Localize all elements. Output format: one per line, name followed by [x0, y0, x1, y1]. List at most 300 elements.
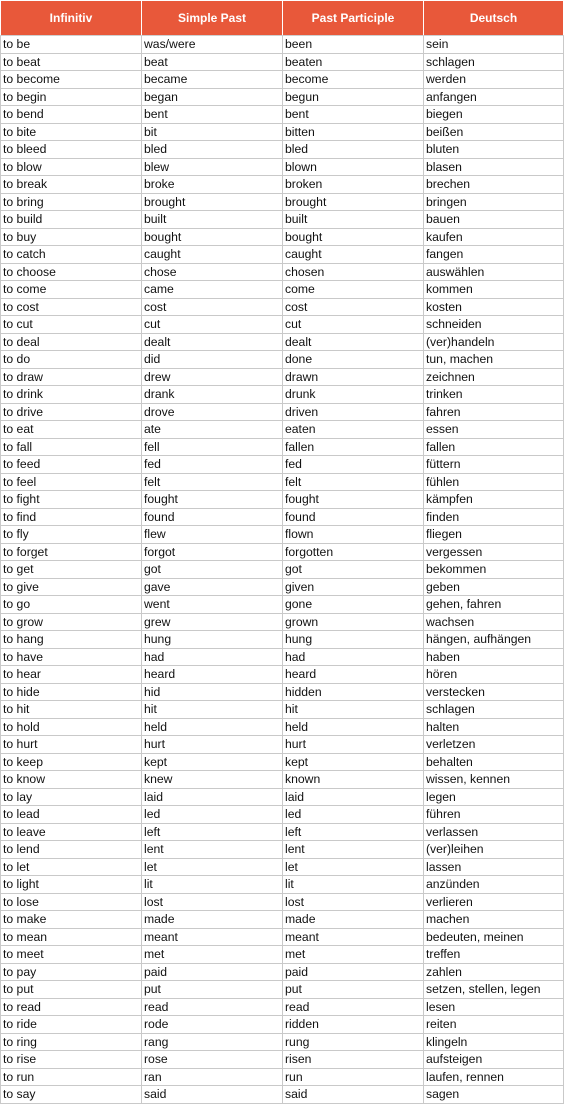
- german-cell: fliegen: [424, 526, 564, 544]
- column-header-infinitive: Infinitiv: [1, 1, 142, 36]
- german-cell: verstecken: [424, 683, 564, 701]
- table-row: [1, 1086, 564, 1104]
- table-row: [1, 946, 564, 964]
- simple-past-cell: blew: [142, 158, 283, 176]
- past-participle-cell: brought: [283, 193, 424, 211]
- past-participle-cell: found: [283, 508, 424, 526]
- infinitive-cell: to buy: [1, 228, 142, 246]
- german-cell: blasen: [424, 158, 564, 176]
- german-cell: kaufen: [424, 228, 564, 246]
- infinitive-cell: to beat: [1, 53, 142, 71]
- simple-past-cell: ran: [142, 1068, 283, 1086]
- infinitive-cell: to grow: [1, 613, 142, 631]
- german-cell: haben: [424, 648, 564, 666]
- infinitive-cell: to draw: [1, 368, 142, 386]
- german-cell: gehen, fahren: [424, 596, 564, 614]
- table-row: [1, 351, 564, 369]
- table-row: [1, 911, 564, 929]
- past-participle-cell: said: [283, 1086, 424, 1104]
- german-cell: laufen, rennen: [424, 1068, 564, 1086]
- past-participle-cell: hurt: [283, 736, 424, 754]
- infinitive-cell: to lead: [1, 806, 142, 824]
- table-header-row: [1, 1, 564, 36]
- german-cell: legen: [424, 788, 564, 806]
- german-cell: kosten: [424, 298, 564, 316]
- past-participle-cell: done: [283, 351, 424, 369]
- past-participle-cell: lit: [283, 876, 424, 894]
- table-row: [1, 386, 564, 404]
- german-cell: zahlen: [424, 963, 564, 981]
- table-row: [1, 158, 564, 176]
- column-header-german: Deutsch: [424, 1, 564, 36]
- infinitive-cell: to leave: [1, 823, 142, 841]
- table-row: [1, 596, 564, 614]
- simple-past-cell: flew: [142, 526, 283, 544]
- infinitive-cell: to feed: [1, 456, 142, 474]
- simple-past-cell: hid: [142, 683, 283, 701]
- infinitive-cell: to hit: [1, 701, 142, 719]
- table-row: [1, 106, 564, 124]
- german-cell: treffen: [424, 946, 564, 964]
- simple-past-cell: laid: [142, 788, 283, 806]
- german-cell: (ver)handeln: [424, 333, 564, 351]
- german-cell: klingeln: [424, 1033, 564, 1051]
- simple-past-cell: beat: [142, 53, 283, 71]
- simple-past-cell: hit: [142, 701, 283, 719]
- german-cell: sagen: [424, 1086, 564, 1104]
- simple-past-cell: was/were: [142, 36, 283, 54]
- table-row: [1, 876, 564, 894]
- table-row: [1, 823, 564, 841]
- infinitive-cell: to rise: [1, 1051, 142, 1069]
- infinitive-cell: to build: [1, 211, 142, 229]
- past-participle-cell: broken: [283, 176, 424, 194]
- german-cell: machen: [424, 911, 564, 929]
- table-row: [1, 858, 564, 876]
- past-participle-cell: bitten: [283, 123, 424, 141]
- table-row: [1, 53, 564, 71]
- german-cell: anfangen: [424, 88, 564, 106]
- past-participle-cell: felt: [283, 473, 424, 491]
- simple-past-cell: left: [142, 823, 283, 841]
- table-row: [1, 1068, 564, 1086]
- simple-past-cell: meant: [142, 928, 283, 946]
- infinitive-cell: to become: [1, 71, 142, 89]
- table-row: [1, 141, 564, 159]
- simple-past-cell: hurt: [142, 736, 283, 754]
- past-participle-cell: met: [283, 946, 424, 964]
- past-participle-cell: beaten: [283, 53, 424, 71]
- past-participle-cell: paid: [283, 963, 424, 981]
- german-cell: halten: [424, 718, 564, 736]
- simple-past-cell: fought: [142, 491, 283, 509]
- table-row: [1, 1033, 564, 1051]
- infinitive-cell: to hang: [1, 631, 142, 649]
- table-row: [1, 71, 564, 89]
- german-cell: schlagen: [424, 53, 564, 71]
- past-participle-cell: blown: [283, 158, 424, 176]
- infinitive-cell: to give: [1, 578, 142, 596]
- simple-past-cell: rang: [142, 1033, 283, 1051]
- infinitive-cell: to get: [1, 561, 142, 579]
- table-body: [1, 36, 564, 1104]
- german-cell: lesen: [424, 998, 564, 1016]
- table-row: [1, 333, 564, 351]
- simple-past-cell: began: [142, 88, 283, 106]
- infinitive-cell: to catch: [1, 246, 142, 264]
- past-participle-cell: run: [283, 1068, 424, 1086]
- simple-past-cell: knew: [142, 771, 283, 789]
- table-row: [1, 771, 564, 789]
- infinitive-cell: to come: [1, 281, 142, 299]
- infinitive-cell: to run: [1, 1068, 142, 1086]
- table-row: [1, 491, 564, 509]
- german-cell: biegen: [424, 106, 564, 124]
- simple-past-cell: got: [142, 561, 283, 579]
- simple-past-cell: dealt: [142, 333, 283, 351]
- german-cell: fallen: [424, 438, 564, 456]
- german-cell: sein: [424, 36, 564, 54]
- infinitive-cell: to drink: [1, 386, 142, 404]
- german-cell: fühlen: [424, 473, 564, 491]
- past-participle-cell: rung: [283, 1033, 424, 1051]
- infinitive-cell: to light: [1, 876, 142, 894]
- infinitive-cell: to ring: [1, 1033, 142, 1051]
- german-cell: vergessen: [424, 543, 564, 561]
- simple-past-cell: fell: [142, 438, 283, 456]
- simple-past-cell: built: [142, 211, 283, 229]
- table-row: [1, 176, 564, 194]
- german-cell: anzünden: [424, 876, 564, 894]
- simple-past-cell: chose: [142, 263, 283, 281]
- infinitive-cell: to bring: [1, 193, 142, 211]
- past-participle-cell: fed: [283, 456, 424, 474]
- german-cell: wissen, kennen: [424, 771, 564, 789]
- table-row: [1, 421, 564, 439]
- simple-past-cell: bought: [142, 228, 283, 246]
- infinitive-cell: to ride: [1, 1016, 142, 1034]
- past-participle-cell: been: [283, 36, 424, 54]
- infinitive-cell: to pay: [1, 963, 142, 981]
- german-cell: brechen: [424, 176, 564, 194]
- past-participle-cell: made: [283, 911, 424, 929]
- past-participle-cell: held: [283, 718, 424, 736]
- infinitive-cell: to do: [1, 351, 142, 369]
- past-participle-cell: driven: [283, 403, 424, 421]
- simple-past-cell: came: [142, 281, 283, 299]
- simple-past-cell: met: [142, 946, 283, 964]
- simple-past-cell: lent: [142, 841, 283, 859]
- table-row: [1, 228, 564, 246]
- past-participle-cell: forgotten: [283, 543, 424, 561]
- past-participle-cell: hung: [283, 631, 424, 649]
- table-row: [1, 246, 564, 264]
- infinitive-cell: to meet: [1, 946, 142, 964]
- simple-past-cell: hung: [142, 631, 283, 649]
- table-row: [1, 438, 564, 456]
- infinitive-cell: to fight: [1, 491, 142, 509]
- infinitive-cell: to have: [1, 648, 142, 666]
- past-participle-cell: come: [283, 281, 424, 299]
- past-participle-cell: bent: [283, 106, 424, 124]
- simple-past-cell: brought: [142, 193, 283, 211]
- german-cell: auswählen: [424, 263, 564, 281]
- infinitive-cell: to lose: [1, 893, 142, 911]
- simple-past-cell: bent: [142, 106, 283, 124]
- past-participle-cell: risen: [283, 1051, 424, 1069]
- simple-past-cell: let: [142, 858, 283, 876]
- german-cell: bauen: [424, 211, 564, 229]
- infinitive-cell: to hide: [1, 683, 142, 701]
- past-participle-cell: known: [283, 771, 424, 789]
- german-cell: kommen: [424, 281, 564, 299]
- german-cell: schlagen: [424, 701, 564, 719]
- german-cell: verlieren: [424, 893, 564, 911]
- german-cell: werden: [424, 71, 564, 89]
- table-row: [1, 788, 564, 806]
- german-cell: zeichnen: [424, 368, 564, 386]
- infinitive-cell: to cost: [1, 298, 142, 316]
- past-participle-cell: drunk: [283, 386, 424, 404]
- past-participle-cell: kept: [283, 753, 424, 771]
- simple-past-cell: paid: [142, 963, 283, 981]
- simple-past-cell: fed: [142, 456, 283, 474]
- table-row: [1, 753, 564, 771]
- german-cell: tun, machen: [424, 351, 564, 369]
- past-participle-cell: become: [283, 71, 424, 89]
- past-participle-cell: gone: [283, 596, 424, 614]
- table-row: [1, 508, 564, 526]
- infinitive-cell: to keep: [1, 753, 142, 771]
- german-cell: wachsen: [424, 613, 564, 631]
- table-row: [1, 36, 564, 54]
- table-row: [1, 526, 564, 544]
- simple-past-cell: found: [142, 508, 283, 526]
- infinitive-cell: to say: [1, 1086, 142, 1104]
- table-row: [1, 718, 564, 736]
- past-participle-cell: had: [283, 648, 424, 666]
- table-row: [1, 736, 564, 754]
- past-participle-cell: fallen: [283, 438, 424, 456]
- past-participle-cell: eaten: [283, 421, 424, 439]
- simple-past-cell: put: [142, 981, 283, 999]
- german-cell: (ver)leihen: [424, 841, 564, 859]
- past-participle-cell: heard: [283, 666, 424, 684]
- table-row: [1, 193, 564, 211]
- simple-past-cell: lost: [142, 893, 283, 911]
- infinitive-cell: to fly: [1, 526, 142, 544]
- german-cell: trinken: [424, 386, 564, 404]
- infinitive-cell: to lay: [1, 788, 142, 806]
- table-row: [1, 211, 564, 229]
- infinitive-cell: to bend: [1, 106, 142, 124]
- infinitive-cell: to feel: [1, 473, 142, 491]
- table-row: [1, 263, 564, 281]
- past-participle-cell: laid: [283, 788, 424, 806]
- infinitive-cell: to bite: [1, 123, 142, 141]
- simple-past-cell: kept: [142, 753, 283, 771]
- infinitive-cell: to make: [1, 911, 142, 929]
- past-participle-cell: led: [283, 806, 424, 824]
- german-cell: fangen: [424, 246, 564, 264]
- infinitive-cell: to be: [1, 36, 142, 54]
- simple-past-cell: cut: [142, 316, 283, 334]
- infinitive-cell: to deal: [1, 333, 142, 351]
- infinitive-cell: to choose: [1, 263, 142, 281]
- table-row: [1, 701, 564, 719]
- table-row: [1, 806, 564, 824]
- simple-past-cell: read: [142, 998, 283, 1016]
- table-row: [1, 631, 564, 649]
- infinitive-cell: to let: [1, 858, 142, 876]
- table-row: [1, 281, 564, 299]
- infinitive-cell: to know: [1, 771, 142, 789]
- infinitive-cell: to hurt: [1, 736, 142, 754]
- past-participle-cell: begun: [283, 88, 424, 106]
- infinitive-cell: to cut: [1, 316, 142, 334]
- past-participle-cell: left: [283, 823, 424, 841]
- past-participle-cell: lost: [283, 893, 424, 911]
- table-row: [1, 963, 564, 981]
- table-row: [1, 981, 564, 999]
- simple-past-cell: drove: [142, 403, 283, 421]
- table-row: [1, 578, 564, 596]
- past-participle-cell: lent: [283, 841, 424, 859]
- past-participle-cell: bled: [283, 141, 424, 159]
- past-participle-cell: caught: [283, 246, 424, 264]
- table-row: [1, 123, 564, 141]
- column-header-simple-past: Simple Past: [142, 1, 283, 36]
- infinitive-cell: to go: [1, 596, 142, 614]
- table-row: [1, 368, 564, 386]
- simple-past-cell: broke: [142, 176, 283, 194]
- simple-past-cell: cost: [142, 298, 283, 316]
- table-row: [1, 928, 564, 946]
- simple-past-cell: lit: [142, 876, 283, 894]
- past-participle-cell: dealt: [283, 333, 424, 351]
- simple-past-cell: said: [142, 1086, 283, 1104]
- past-participle-cell: bought: [283, 228, 424, 246]
- past-participle-cell: chosen: [283, 263, 424, 281]
- infinitive-cell: to bleed: [1, 141, 142, 159]
- past-participle-cell: grown: [283, 613, 424, 631]
- simple-past-cell: had: [142, 648, 283, 666]
- table-row: [1, 841, 564, 859]
- past-participle-cell: let: [283, 858, 424, 876]
- column-header-past-participle: Past Participle: [283, 1, 424, 36]
- german-cell: setzen, stellen, legen: [424, 981, 564, 999]
- past-participle-cell: meant: [283, 928, 424, 946]
- simple-past-cell: bled: [142, 141, 283, 159]
- german-cell: schneiden: [424, 316, 564, 334]
- simple-past-cell: went: [142, 596, 283, 614]
- simple-past-cell: gave: [142, 578, 283, 596]
- simple-past-cell: made: [142, 911, 283, 929]
- table-row: [1, 893, 564, 911]
- german-cell: bekommen: [424, 561, 564, 579]
- german-cell: führen: [424, 806, 564, 824]
- infinitive-cell: to forget: [1, 543, 142, 561]
- german-cell: verletzen: [424, 736, 564, 754]
- german-cell: essen: [424, 421, 564, 439]
- past-participle-cell: built: [283, 211, 424, 229]
- german-cell: aufsteigen: [424, 1051, 564, 1069]
- infinitive-cell: to hold: [1, 718, 142, 736]
- table-row: [1, 298, 564, 316]
- past-participle-cell: read: [283, 998, 424, 1016]
- simple-past-cell: grew: [142, 613, 283, 631]
- past-participle-cell: put: [283, 981, 424, 999]
- past-participle-cell: got: [283, 561, 424, 579]
- german-cell: behalten: [424, 753, 564, 771]
- german-cell: verlassen: [424, 823, 564, 841]
- simple-past-cell: held: [142, 718, 283, 736]
- simple-past-cell: caught: [142, 246, 283, 264]
- past-participle-cell: flown: [283, 526, 424, 544]
- past-participle-cell: ridden: [283, 1016, 424, 1034]
- past-participle-cell: cut: [283, 316, 424, 334]
- simple-past-cell: felt: [142, 473, 283, 491]
- simple-past-cell: drank: [142, 386, 283, 404]
- german-cell: bringen: [424, 193, 564, 211]
- infinitive-cell: to find: [1, 508, 142, 526]
- simple-past-cell: rode: [142, 1016, 283, 1034]
- german-cell: beißen: [424, 123, 564, 141]
- german-cell: kämpfen: [424, 491, 564, 509]
- simple-past-cell: heard: [142, 666, 283, 684]
- infinitive-cell: to read: [1, 998, 142, 1016]
- german-cell: bluten: [424, 141, 564, 159]
- past-participle-cell: given: [283, 578, 424, 596]
- infinitive-cell: to break: [1, 176, 142, 194]
- infinitive-cell: to put: [1, 981, 142, 999]
- table-row: [1, 666, 564, 684]
- table-row: [1, 561, 564, 579]
- table-row: [1, 613, 564, 631]
- infinitive-cell: to hear: [1, 666, 142, 684]
- table-row: [1, 683, 564, 701]
- simple-past-cell: did: [142, 351, 283, 369]
- table-row: [1, 648, 564, 666]
- table-row: [1, 1016, 564, 1034]
- past-participle-cell: fought: [283, 491, 424, 509]
- german-cell: lassen: [424, 858, 564, 876]
- simple-past-cell: forgot: [142, 543, 283, 561]
- table-row: [1, 998, 564, 1016]
- simple-past-cell: became: [142, 71, 283, 89]
- past-participle-cell: drawn: [283, 368, 424, 386]
- infinitive-cell: to eat: [1, 421, 142, 439]
- table-row: [1, 403, 564, 421]
- past-participle-cell: cost: [283, 298, 424, 316]
- german-cell: füttern: [424, 456, 564, 474]
- past-participle-cell: hit: [283, 701, 424, 719]
- infinitive-cell: to lend: [1, 841, 142, 859]
- infinitive-cell: to begin: [1, 88, 142, 106]
- german-cell: geben: [424, 578, 564, 596]
- german-cell: fahren: [424, 403, 564, 421]
- table-row: [1, 88, 564, 106]
- infinitive-cell: to mean: [1, 928, 142, 946]
- table-row: [1, 456, 564, 474]
- german-cell: finden: [424, 508, 564, 526]
- past-participle-cell: hidden: [283, 683, 424, 701]
- table-row: [1, 543, 564, 561]
- simple-past-cell: bit: [142, 123, 283, 141]
- table-row: [1, 473, 564, 491]
- german-cell: hängen, aufhängen: [424, 631, 564, 649]
- infinitive-cell: to drive: [1, 403, 142, 421]
